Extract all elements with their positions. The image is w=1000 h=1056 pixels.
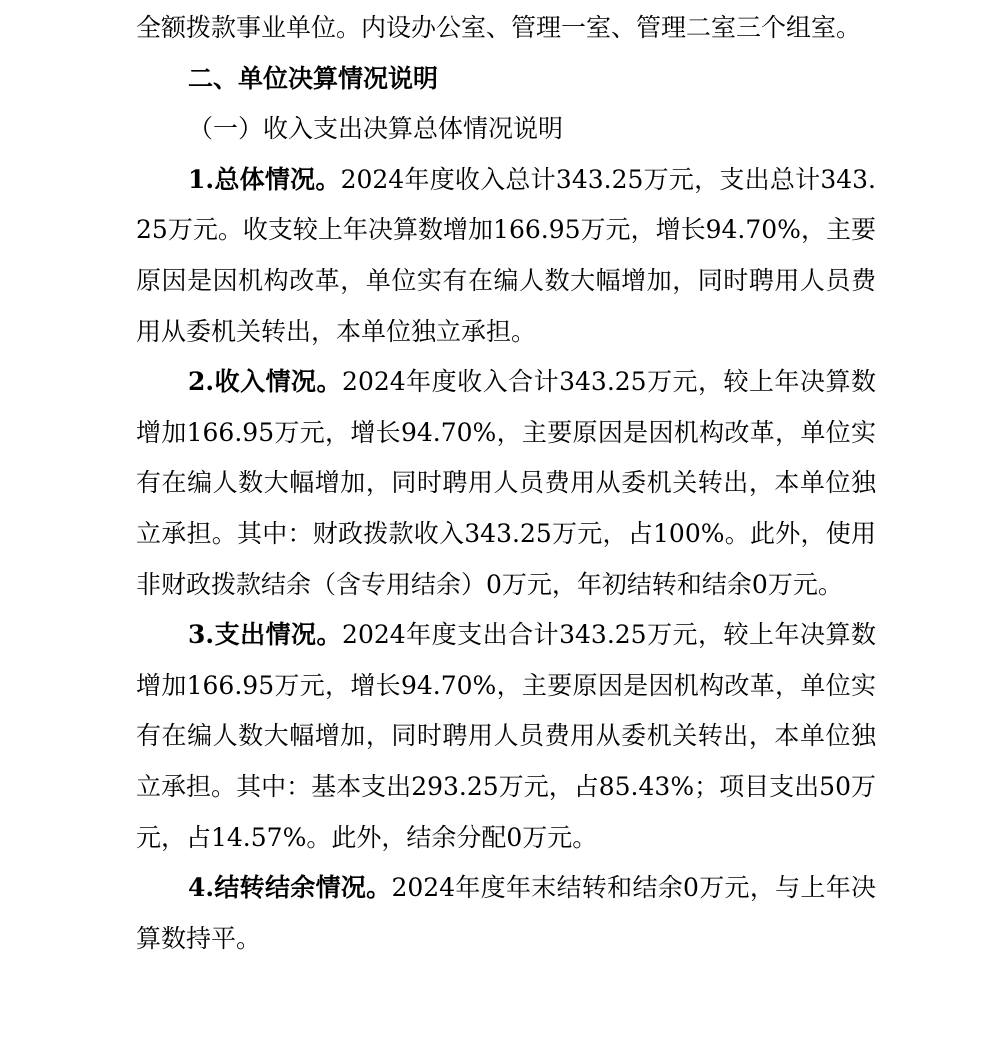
section-heading: 二、单位决算情况说明 <box>188 63 439 93</box>
paragraph-body: 2024年度收入合计343.25万元，较上年决算数增加166.95万元，增长94.70%，主要原因是因机构改革，单位实有在编人数大幅增加，同时聘用人员费用从委机关转出，本单位独立承担。其中：财政拨款收入343.25万元，占100%。此外，使用非财政拨款结余（含专用结余）0万元，年初结转和结余0万元。 <box>136 367 876 599</box>
paragraph-overall <box>136 155 876 357</box>
paragraph-lead: 4.结转结余情况。 <box>188 873 392 903</box>
paragraph-lead: 1.总体情况。 <box>188 164 341 194</box>
paragraph-expenditure <box>136 610 876 863</box>
intro-paragraph-tail: 全额拨款事业单位。内设办公室、管理一室、管理二室三个组室。 <box>136 13 862 42</box>
document-page <box>136 0 876 964</box>
subsection-heading: （一）收入支出决算总体情况说明 <box>188 114 564 144</box>
paragraph-carryover <box>136 863 876 964</box>
paragraph-body: 2024年度年末结转和结余0万元，与上年决算数持平。 <box>136 873 877 953</box>
paragraph-income <box>136 357 876 610</box>
paragraph-body: 2024年度收入总计343.25万元，支出总计343.25万元。收支较上年决算数增加166.95万元，增长94.70%，主要原因是因机构改革，单位实有在编人数大幅增加，同时聘用人员费用从委机关转出，本单位独立承担。 <box>136 164 877 346</box>
paragraph-lead: 2.收入情况。 <box>188 367 343 397</box>
paragraph-lead: 3.支出情况。 <box>188 620 343 650</box>
paragraph-body: 2024年度支出合计343.25万元，较上年决算数增加166.95万元，增长94.70%，主要原因是因机构改革，单位实有在编人数大幅增加，同时聘用人员费用从委机关转出，本单位独立承担。其中：基本支出293.25万元，占85.43%；项目支出50万元，占14.57%。此外，结余分配0万元。 <box>136 620 876 852</box>
